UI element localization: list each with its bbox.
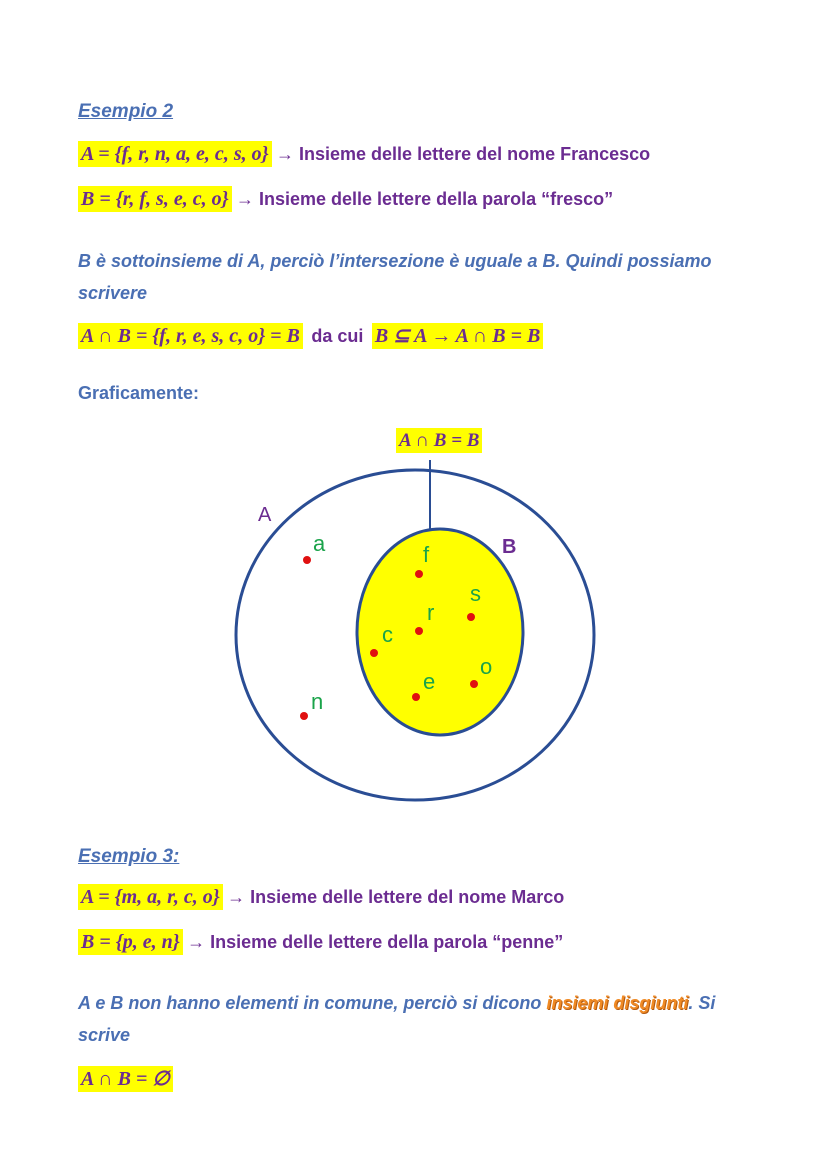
- letter-e: e: [423, 669, 436, 694]
- example2-conclusion: B ⊆ A → A ∩ B = B: [372, 323, 544, 349]
- letter-n: n: [311, 689, 324, 714]
- example2-intersection: A ∩ B = {f, r, e, s, c, o} = B: [78, 323, 303, 349]
- letter-o: o: [480, 654, 493, 679]
- example3-result-line: [78, 1066, 173, 1091]
- example3-setA-line: [78, 886, 564, 909]
- example3-heading: Esempio 3:: [78, 846, 180, 867]
- letter-f: f: [423, 542, 430, 567]
- dot-e: [412, 693, 420, 701]
- dot-s: [467, 613, 475, 621]
- dot-c: [370, 649, 378, 657]
- example2-heading: Esempio 2: [78, 101, 174, 122]
- disjoint-sets-highlight: insiemi disgiunti: [546, 993, 689, 1013]
- dot-n: [300, 712, 308, 720]
- dot-a: [303, 556, 311, 564]
- example3-setB-line: [78, 931, 563, 954]
- example2-paragraph-line1: B è sottoinsieme di A, perciò l’intersezione è uguale a B. Quindi possiamo: [78, 251, 712, 271]
- letter-a: a: [313, 531, 326, 556]
- example2-paragraph-line2: scrivere: [78, 283, 148, 303]
- dot-f: [415, 570, 423, 578]
- example3-paragraph-part1: A e B non hanno elementi in comune, perciò si dicono: [78, 993, 547, 1013]
- letter-s: s: [470, 581, 481, 606]
- example3-setA: A = {m, a, r, c, o}: [78, 884, 223, 910]
- dot-o: [470, 680, 478, 688]
- label-A: A: [258, 504, 272, 526]
- graphic-label: Graficamente:: [78, 383, 200, 403]
- example3-paragraph-line1: [78, 987, 715, 1019]
- letter-c: c: [382, 622, 393, 647]
- example2-setA: A = {f, r, n, a, e, c, s, o}: [78, 141, 272, 167]
- example3-setA-desc: → Insieme delle lettere del nome Marco: [227, 887, 565, 907]
- example2-setB: B = {r, f, s, e, c, o}: [78, 186, 232, 212]
- example3-setB-desc: → Insieme delle lettere della parola “penne”: [187, 932, 564, 952]
- example3-paragraph-part2: . Si: [688, 993, 716, 1013]
- label-B: B: [502, 536, 517, 558]
- dot-r: [415, 627, 423, 635]
- example3-result: A ∩ B = ∅: [78, 1066, 173, 1092]
- example2-setB-desc: → Insieme delle lettere della parola “fresco”: [236, 189, 614, 209]
- example2-setA-desc: → Insieme delle lettere del nome Francesco: [276, 144, 651, 164]
- diagram-caption-text: A ∩ B = B: [396, 428, 482, 453]
- example3-setB: B = {p, e, n}: [78, 929, 183, 955]
- example2-connector: da cui: [311, 326, 364, 346]
- letter-r: r: [427, 600, 435, 625]
- example3-paragraph-line2: scrive: [78, 1025, 131, 1045]
